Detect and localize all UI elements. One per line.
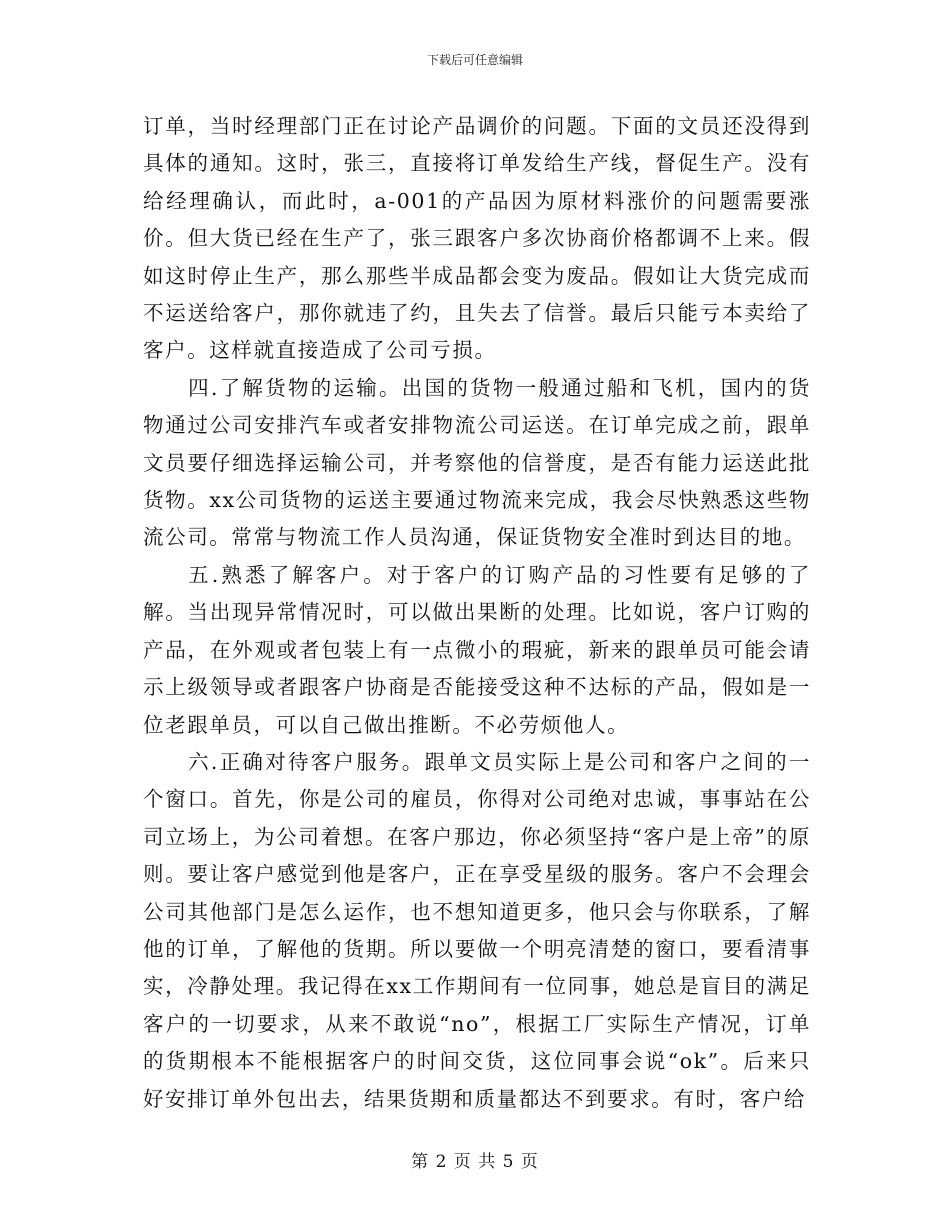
footer-page-number: 2 (435, 1152, 448, 1172)
paragraph-continuation: 订单，当时经理部门正在讨论产品调价的问题。下面的文员还没得到具体的通知。这时，张三，直接将订单发给生产线，督促生产。没有给经理确认，而此时，a-001的产品因为原材料涨价的问题需要涨价。但大货已经在生产了，张三跟客户多次协商价格都调不上来。假如这时停止生产，那么那些半成品都会变为废品。假如让大货完成而不运送给客户，那你就违了约，且失去了信誉。最后只能亏本卖给了客户。这样就直接造成了公司亏损。 (143, 114, 811, 363)
page-header: 下载后可任意编辑 (426, 53, 523, 67)
footer-prefix: 第 (411, 1152, 430, 1172)
footer-total-pages: 5 (502, 1152, 515, 1172)
page-footer (0, 1151, 950, 1173)
document-body (143, 108, 811, 1118)
paragraph-section-six: 六.正确对待客户服务。跟单文员实际上是公司和客户之间的一个窗口。首先，你是公司的雇员，你得对公司绝对忠诚，事事站在公司立场上，为公司着想。在客户那边，你必须坚持“客户是上帝”的原则。要让客户感觉到他是客户，正在享受星级的服务。客户不会理会公司其他部门是怎么运作，也不想知道更多，他只会与你联系，了解他的订单，了解他的货期。所以要做一个明亮清楚的窗口，要看清事实，冷静处理。我记得在xx工作期间有一位同事，她总是盲目的满足客户的一切要求，从来不敢说“no”，根据工厂实际生产情况，订单的货期根本不能根据客户的时间交货，这位同事会说“ok”。后来只好安排订单外包出去，结果货期和质量都达不到要求。有时，客户给 (143, 749, 811, 1111)
paragraph-section-five: 五.熟悉了解客户。对于客户的订购产品的习性要有足够的了解。当出现异常情况时，可以做出果断的处理。比如说，客户订购的产品，在外观或者包装上有一点微小的瑕疵，新来的跟单员可能会请示上级领导或者跟客户协商是否能接受这种不达标的产品，假如是一位老跟单员，可以自己做出推断。不必劳烦他人。 (143, 562, 811, 737)
footer-suffix: 页 (520, 1152, 539, 1172)
footer-middle: 页 共 (453, 1152, 497, 1172)
paragraph-section-four: 四.了解货物的运输。出国的货物一般通过船和飞机，国内的货物通过公司安排汽车或者安排物流公司运送。在订单完成之前，跟单文员要仔细选择运输公司，并考察他的信誉度，是否有能力运送此批货物。xx公司货物的运送主要通过物流来完成，我会尽快熟悉这些物流公司。常常与物流工作人员沟通，保证货物安全准时到达目的地。 (143, 375, 811, 550)
